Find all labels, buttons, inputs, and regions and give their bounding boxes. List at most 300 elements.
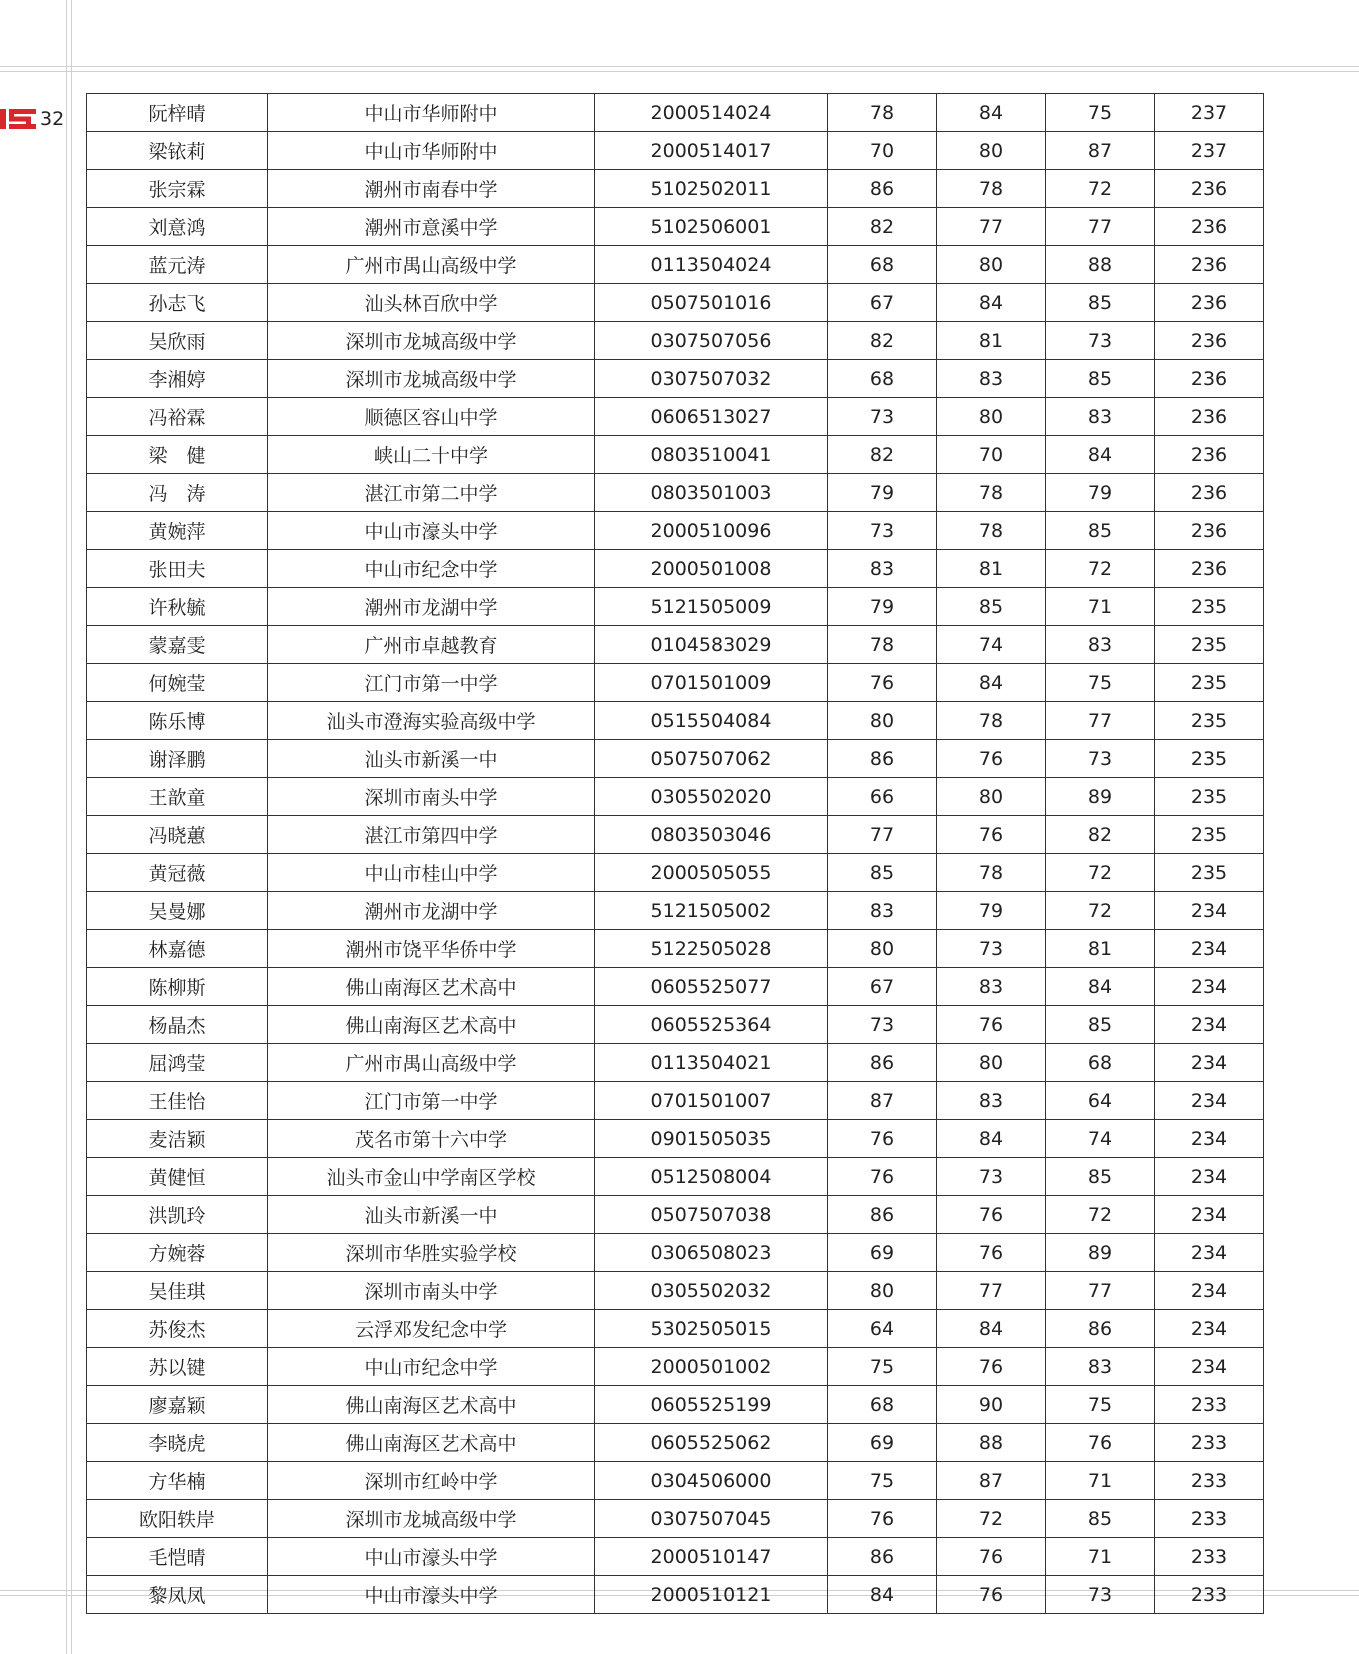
- score-2-cell: 78: [937, 474, 1046, 512]
- table-row: [87, 1120, 1264, 1158]
- table-row: [87, 94, 1264, 132]
- student-name-cell: 李晓虎: [87, 1424, 268, 1462]
- total-score-cell: 234: [1155, 1006, 1264, 1044]
- total-score-cell: 234: [1155, 892, 1264, 930]
- score-3-cell: 71: [1046, 1462, 1155, 1500]
- student-name-cell: 洪凯玲: [87, 1196, 268, 1234]
- school-cell: 广州市禺山高级中学: [268, 246, 595, 284]
- school-cell: 中山市濠头中学: [268, 512, 595, 550]
- score-2-cell: 84: [937, 1310, 1046, 1348]
- score-1-cell: 76: [828, 664, 937, 702]
- total-score-cell: 237: [1155, 132, 1264, 170]
- score-1-cell: 68: [828, 246, 937, 284]
- score-3-cell: 85: [1046, 1158, 1155, 1196]
- school-cell: 汕头市金山中学南区学校: [268, 1158, 595, 1196]
- table-row: [87, 132, 1264, 170]
- score-2-cell: 84: [937, 94, 1046, 132]
- score-3-cell: 75: [1046, 94, 1155, 132]
- margin-guide-horizontal: [0, 71, 1359, 72]
- score-2-cell: 83: [937, 1082, 1046, 1120]
- score-table: [86, 93, 1264, 1614]
- exam-id-cell: 0701501009: [595, 664, 828, 702]
- score-2-cell: 78: [937, 512, 1046, 550]
- score-2-cell: 85: [937, 588, 1046, 626]
- total-score-cell: 235: [1155, 626, 1264, 664]
- score-2-cell: 80: [937, 1044, 1046, 1082]
- table-row: [87, 1386, 1264, 1424]
- exam-id-cell: 0803503046: [595, 816, 828, 854]
- school-cell: 广州市卓越教育: [268, 626, 595, 664]
- exam-id-cell: 0104583029: [595, 626, 828, 664]
- score-1-cell: 79: [828, 588, 937, 626]
- student-name-cell: 蒙嘉雯: [87, 626, 268, 664]
- score-2-cell: 90: [937, 1386, 1046, 1424]
- score-1-cell: 70: [828, 132, 937, 170]
- exam-id-cell: 0803501003: [595, 474, 828, 512]
- margin-guide-vertical: [66, 0, 67, 1654]
- table-row: [87, 322, 1264, 360]
- total-score-cell: 236: [1155, 246, 1264, 284]
- exam-id-cell: 2000514024: [595, 94, 828, 132]
- score-1-cell: 84: [828, 1576, 937, 1614]
- exam-id-cell: 0113504021: [595, 1044, 828, 1082]
- table-row: [87, 1348, 1264, 1386]
- student-name-cell: 许秋毓: [87, 588, 268, 626]
- table-row: [87, 1006, 1264, 1044]
- student-name-cell: 冯 涛: [87, 474, 268, 512]
- score-1-cell: 86: [828, 1538, 937, 1576]
- score-3-cell: 85: [1046, 512, 1155, 550]
- student-name-cell: 方婉蓉: [87, 1234, 268, 1272]
- table-row: [87, 1234, 1264, 1272]
- score-1-cell: 77: [828, 816, 937, 854]
- student-name-cell: 毛恺晴: [87, 1538, 268, 1576]
- total-score-cell: 236: [1155, 398, 1264, 436]
- table-row: [87, 360, 1264, 398]
- school-cell: 深圳市南头中学: [268, 1272, 595, 1310]
- score-1-cell: 67: [828, 968, 937, 1006]
- score-3-cell: 64: [1046, 1082, 1155, 1120]
- student-name-cell: 阮梓晴: [87, 94, 268, 132]
- score-2-cell: 76: [937, 816, 1046, 854]
- school-cell: 湛江市第二中学: [268, 474, 595, 512]
- score-3-cell: 84: [1046, 436, 1155, 474]
- score-3-cell: 85: [1046, 1500, 1155, 1538]
- student-name-cell: 吴曼娜: [87, 892, 268, 930]
- score-2-cell: 80: [937, 398, 1046, 436]
- margin-guide-horizontal: [0, 66, 1359, 67]
- student-name-cell: 欧阳轶岸: [87, 1500, 268, 1538]
- score-3-cell: 79: [1046, 474, 1155, 512]
- score-1-cell: 69: [828, 1234, 937, 1272]
- score-2-cell: 80: [937, 246, 1046, 284]
- exam-id-cell: 0605525364: [595, 1006, 828, 1044]
- table-row: [87, 1500, 1264, 1538]
- table-row: [87, 626, 1264, 664]
- student-name-cell: 黎凤凤: [87, 1576, 268, 1614]
- table-row: [87, 1310, 1264, 1348]
- score-1-cell: 82: [828, 436, 937, 474]
- score-2-cell: 78: [937, 854, 1046, 892]
- total-score-cell: 236: [1155, 208, 1264, 246]
- score-1-cell: 85: [828, 854, 937, 892]
- school-cell: 深圳市龙城高级中学: [268, 1500, 595, 1538]
- score-2-cell: 72: [937, 1500, 1046, 1538]
- score-1-cell: 83: [828, 892, 937, 930]
- table-row: [87, 550, 1264, 588]
- score-2-cell: 73: [937, 1158, 1046, 1196]
- exam-id-cell: 5102506001: [595, 208, 828, 246]
- student-name-cell: 张田夫: [87, 550, 268, 588]
- school-cell: 深圳市龙城高级中学: [268, 360, 595, 398]
- brand-logo-icon: [0, 107, 36, 131]
- total-score-cell: 235: [1155, 664, 1264, 702]
- exam-id-cell: 2000505055: [595, 854, 828, 892]
- score-1-cell: 80: [828, 930, 937, 968]
- exam-id-cell: 2000501008: [595, 550, 828, 588]
- school-cell: 潮州市意溪中学: [268, 208, 595, 246]
- total-score-cell: 236: [1155, 512, 1264, 550]
- score-1-cell: 78: [828, 94, 937, 132]
- exam-id-cell: 5302505015: [595, 1310, 828, 1348]
- school-cell: 中山市华师附中: [268, 94, 595, 132]
- total-score-cell: 235: [1155, 816, 1264, 854]
- table-row: [87, 1044, 1264, 1082]
- score-1-cell: 73: [828, 1006, 937, 1044]
- exam-id-cell: 0803510041: [595, 436, 828, 474]
- score-3-cell: 73: [1046, 1576, 1155, 1614]
- score-3-cell: 71: [1046, 588, 1155, 626]
- school-cell: 江门市第一中学: [268, 664, 595, 702]
- score-1-cell: 75: [828, 1462, 937, 1500]
- score-3-cell: 84: [1046, 968, 1155, 1006]
- score-1-cell: 75: [828, 1348, 937, 1386]
- student-name-cell: 屈鸿莹: [87, 1044, 268, 1082]
- total-score-cell: 235: [1155, 778, 1264, 816]
- exam-id-cell: 0304506000: [595, 1462, 828, 1500]
- table-row: [87, 1424, 1264, 1462]
- student-name-cell: 黄健恒: [87, 1158, 268, 1196]
- total-score-cell: 236: [1155, 474, 1264, 512]
- score-2-cell: 84: [937, 1120, 1046, 1158]
- score-2-cell: 74: [937, 626, 1046, 664]
- school-cell: 深圳市龙城高级中学: [268, 322, 595, 360]
- exam-id-cell: 5121505002: [595, 892, 828, 930]
- exam-id-cell: 2000501002: [595, 1348, 828, 1386]
- school-cell: 汕头市新溪一中: [268, 740, 595, 778]
- total-score-cell: 234: [1155, 1158, 1264, 1196]
- score-2-cell: 78: [937, 702, 1046, 740]
- school-cell: 佛山南海区艺术高中: [268, 1006, 595, 1044]
- total-score-cell: 235: [1155, 854, 1264, 892]
- score-3-cell: 85: [1046, 360, 1155, 398]
- table-row: [87, 474, 1264, 512]
- score-2-cell: 77: [937, 1272, 1046, 1310]
- table-row: [87, 436, 1264, 474]
- score-1-cell: 68: [828, 1386, 937, 1424]
- exam-id-cell: 0515504084: [595, 702, 828, 740]
- student-name-cell: 何婉莹: [87, 664, 268, 702]
- school-cell: 汕头林百欣中学: [268, 284, 595, 322]
- score-3-cell: 83: [1046, 398, 1155, 436]
- total-score-cell: 237: [1155, 94, 1264, 132]
- total-score-cell: 234: [1155, 1234, 1264, 1272]
- table-row: [87, 702, 1264, 740]
- score-3-cell: 89: [1046, 1234, 1155, 1272]
- student-name-cell: 李湘婷: [87, 360, 268, 398]
- exam-id-cell: 5102502011: [595, 170, 828, 208]
- table-row: [87, 208, 1264, 246]
- exam-id-cell: 0307507056: [595, 322, 828, 360]
- table-row: [87, 664, 1264, 702]
- score-3-cell: 73: [1046, 322, 1155, 360]
- student-name-cell: 黄婉萍: [87, 512, 268, 550]
- school-cell: 中山市华师附中: [268, 132, 595, 170]
- table-row: [87, 512, 1264, 550]
- school-cell: 深圳市华胜实验学校: [268, 1234, 595, 1272]
- exam-id-cell: 0605525077: [595, 968, 828, 1006]
- score-2-cell: 76: [937, 1538, 1046, 1576]
- exam-id-cell: 0306508023: [595, 1234, 828, 1272]
- score-1-cell: 79: [828, 474, 937, 512]
- exam-id-cell: 0307507032: [595, 360, 828, 398]
- score-2-cell: 81: [937, 322, 1046, 360]
- score-1-cell: 69: [828, 1424, 937, 1462]
- student-name-cell: 张宗霖: [87, 170, 268, 208]
- student-name-cell: 方华楠: [87, 1462, 268, 1500]
- student-name-cell: 冯晓蕙: [87, 816, 268, 854]
- score-3-cell: 85: [1046, 284, 1155, 322]
- student-name-cell: 梁铱莉: [87, 132, 268, 170]
- score-3-cell: 72: [1046, 550, 1155, 588]
- student-name-cell: 苏俊杰: [87, 1310, 268, 1348]
- total-score-cell: 236: [1155, 436, 1264, 474]
- score-2-cell: 76: [937, 1196, 1046, 1234]
- score-2-cell: 83: [937, 360, 1046, 398]
- student-name-cell: 杨晶杰: [87, 1006, 268, 1044]
- total-score-cell: 236: [1155, 360, 1264, 398]
- score-2-cell: 79: [937, 892, 1046, 930]
- school-cell: 峡山二十中学: [268, 436, 595, 474]
- student-name-cell: 谢泽鹏: [87, 740, 268, 778]
- page-marker: [0, 107, 64, 131]
- student-name-cell: 林嘉德: [87, 930, 268, 968]
- score-2-cell: 73: [937, 930, 1046, 968]
- score-1-cell: 67: [828, 284, 937, 322]
- total-score-cell: 235: [1155, 702, 1264, 740]
- student-name-cell: 廖嘉颖: [87, 1386, 268, 1424]
- table-row: [87, 1082, 1264, 1120]
- school-cell: 佛山南海区艺术高中: [268, 968, 595, 1006]
- exam-id-cell: 0507507062: [595, 740, 828, 778]
- score-3-cell: 83: [1046, 626, 1155, 664]
- score-3-cell: 72: [1046, 892, 1155, 930]
- table-row: [87, 170, 1264, 208]
- student-name-cell: 黄冠薇: [87, 854, 268, 892]
- school-cell: 中山市濠头中学: [268, 1576, 595, 1614]
- table-row: [87, 1158, 1264, 1196]
- score-3-cell: 71: [1046, 1538, 1155, 1576]
- total-score-cell: 234: [1155, 930, 1264, 968]
- score-3-cell: 72: [1046, 854, 1155, 892]
- total-score-cell: 234: [1155, 1348, 1264, 1386]
- exam-id-cell: 2000510096: [595, 512, 828, 550]
- exam-id-cell: 0113504024: [595, 246, 828, 284]
- student-name-cell: 王佳怡: [87, 1082, 268, 1120]
- student-name-cell: 苏以键: [87, 1348, 268, 1386]
- table-row: [87, 1576, 1264, 1614]
- school-cell: 江门市第一中学: [268, 1082, 595, 1120]
- score-3-cell: 72: [1046, 1196, 1155, 1234]
- score-1-cell: 87: [828, 1082, 937, 1120]
- score-3-cell: 81: [1046, 930, 1155, 968]
- total-score-cell: 233: [1155, 1576, 1264, 1614]
- student-name-cell: 陈乐博: [87, 702, 268, 740]
- student-name-cell: 吴欣雨: [87, 322, 268, 360]
- score-3-cell: 82: [1046, 816, 1155, 854]
- score-3-cell: 86: [1046, 1310, 1155, 1348]
- total-score-cell: 235: [1155, 740, 1264, 778]
- score-2-cell: 88: [937, 1424, 1046, 1462]
- total-score-cell: 233: [1155, 1424, 1264, 1462]
- score-3-cell: 73: [1046, 740, 1155, 778]
- table-row: [87, 740, 1264, 778]
- student-name-cell: 梁 健: [87, 436, 268, 474]
- table-row: [87, 398, 1264, 436]
- table-row: [87, 1272, 1264, 1310]
- score-2-cell: 81: [937, 550, 1046, 588]
- total-score-cell: 235: [1155, 588, 1264, 626]
- score-2-cell: 80: [937, 132, 1046, 170]
- exam-id-cell: 0507507038: [595, 1196, 828, 1234]
- exam-id-cell: 0305502032: [595, 1272, 828, 1310]
- score-1-cell: 76: [828, 1120, 937, 1158]
- score-3-cell: 68: [1046, 1044, 1155, 1082]
- school-cell: 湛江市第四中学: [268, 816, 595, 854]
- total-score-cell: 233: [1155, 1500, 1264, 1538]
- score-1-cell: 80: [828, 1272, 937, 1310]
- exam-id-cell: 2000510121: [595, 1576, 828, 1614]
- score-3-cell: 88: [1046, 246, 1155, 284]
- school-cell: 深圳市南头中学: [268, 778, 595, 816]
- total-score-cell: 234: [1155, 968, 1264, 1006]
- score-2-cell: 84: [937, 284, 1046, 322]
- score-1-cell: 64: [828, 1310, 937, 1348]
- school-cell: 顺德区容山中学: [268, 398, 595, 436]
- score-2-cell: 76: [937, 1006, 1046, 1044]
- student-name-cell: 刘意鸿: [87, 208, 268, 246]
- exam-id-cell: 0901505035: [595, 1120, 828, 1158]
- exam-id-cell: 0512508004: [595, 1158, 828, 1196]
- score-3-cell: 75: [1046, 664, 1155, 702]
- score-1-cell: 73: [828, 512, 937, 550]
- table-row: [87, 284, 1264, 322]
- score-2-cell: 87: [937, 1462, 1046, 1500]
- score-1-cell: 82: [828, 208, 937, 246]
- score-2-cell: 76: [937, 1234, 1046, 1272]
- score-2-cell: 76: [937, 1576, 1046, 1614]
- total-score-cell: 236: [1155, 322, 1264, 360]
- score-3-cell: 87: [1046, 132, 1155, 170]
- score-3-cell: 83: [1046, 1348, 1155, 1386]
- exam-id-cell: 2000514017: [595, 132, 828, 170]
- score-2-cell: 77: [937, 208, 1046, 246]
- score-3-cell: 77: [1046, 702, 1155, 740]
- school-cell: 深圳市红岭中学: [268, 1462, 595, 1500]
- score-1-cell: 66: [828, 778, 937, 816]
- table-row: [87, 1462, 1264, 1500]
- score-2-cell: 76: [937, 1348, 1046, 1386]
- score-2-cell: 83: [937, 968, 1046, 1006]
- exam-id-cell: 0307507045: [595, 1500, 828, 1538]
- school-cell: 潮州市龙湖中学: [268, 588, 595, 626]
- score-table-body: [87, 94, 1264, 1614]
- school-cell: 汕头市新溪一中: [268, 1196, 595, 1234]
- student-name-cell: 王歆童: [87, 778, 268, 816]
- exam-id-cell: 0507501016: [595, 284, 828, 322]
- school-cell: 佛山南海区艺术高中: [268, 1424, 595, 1462]
- total-score-cell: 233: [1155, 1538, 1264, 1576]
- student-name-cell: 孙志飞: [87, 284, 268, 322]
- total-score-cell: 234: [1155, 1120, 1264, 1158]
- exam-id-cell: 2000510147: [595, 1538, 828, 1576]
- total-score-cell: 236: [1155, 170, 1264, 208]
- table-row: [87, 892, 1264, 930]
- table-row: [87, 778, 1264, 816]
- total-score-cell: 236: [1155, 550, 1264, 588]
- school-cell: 潮州市龙湖中学: [268, 892, 595, 930]
- score-1-cell: 68: [828, 360, 937, 398]
- total-score-cell: 236: [1155, 284, 1264, 322]
- table-row: [87, 588, 1264, 626]
- school-cell: 中山市纪念中学: [268, 550, 595, 588]
- score-1-cell: 76: [828, 1500, 937, 1538]
- total-score-cell: 234: [1155, 1272, 1264, 1310]
- school-cell: 中山市纪念中学: [268, 1348, 595, 1386]
- student-name-cell: 吴佳琪: [87, 1272, 268, 1310]
- student-name-cell: 陈柳斯: [87, 968, 268, 1006]
- school-cell: 中山市濠头中学: [268, 1538, 595, 1576]
- table-row: [87, 854, 1264, 892]
- total-score-cell: 233: [1155, 1462, 1264, 1500]
- score-3-cell: 89: [1046, 778, 1155, 816]
- table-row: [87, 1538, 1264, 1576]
- score-1-cell: 73: [828, 398, 937, 436]
- exam-id-cell: 0701501007: [595, 1082, 828, 1120]
- school-cell: 中山市桂山中学: [268, 854, 595, 892]
- score-1-cell: 86: [828, 1196, 937, 1234]
- student-name-cell: 麦洁颖: [87, 1120, 268, 1158]
- total-score-cell: 234: [1155, 1310, 1264, 1348]
- score-3-cell: 77: [1046, 1272, 1155, 1310]
- score-3-cell: 74: [1046, 1120, 1155, 1158]
- table-row: [87, 816, 1264, 854]
- score-1-cell: 76: [828, 1158, 937, 1196]
- score-1-cell: 78: [828, 626, 937, 664]
- score-3-cell: 76: [1046, 1424, 1155, 1462]
- score-3-cell: 72: [1046, 170, 1155, 208]
- score-3-cell: 75: [1046, 1386, 1155, 1424]
- score-1-cell: 83: [828, 550, 937, 588]
- page-number: 32: [40, 108, 65, 130]
- score-2-cell: 70: [937, 436, 1046, 474]
- score-3-cell: 77: [1046, 208, 1155, 246]
- score-1-cell: 86: [828, 740, 937, 778]
- total-score-cell: 234: [1155, 1044, 1264, 1082]
- table-row: [87, 968, 1264, 1006]
- total-score-cell: 234: [1155, 1082, 1264, 1120]
- exam-id-cell: 0605525199: [595, 1386, 828, 1424]
